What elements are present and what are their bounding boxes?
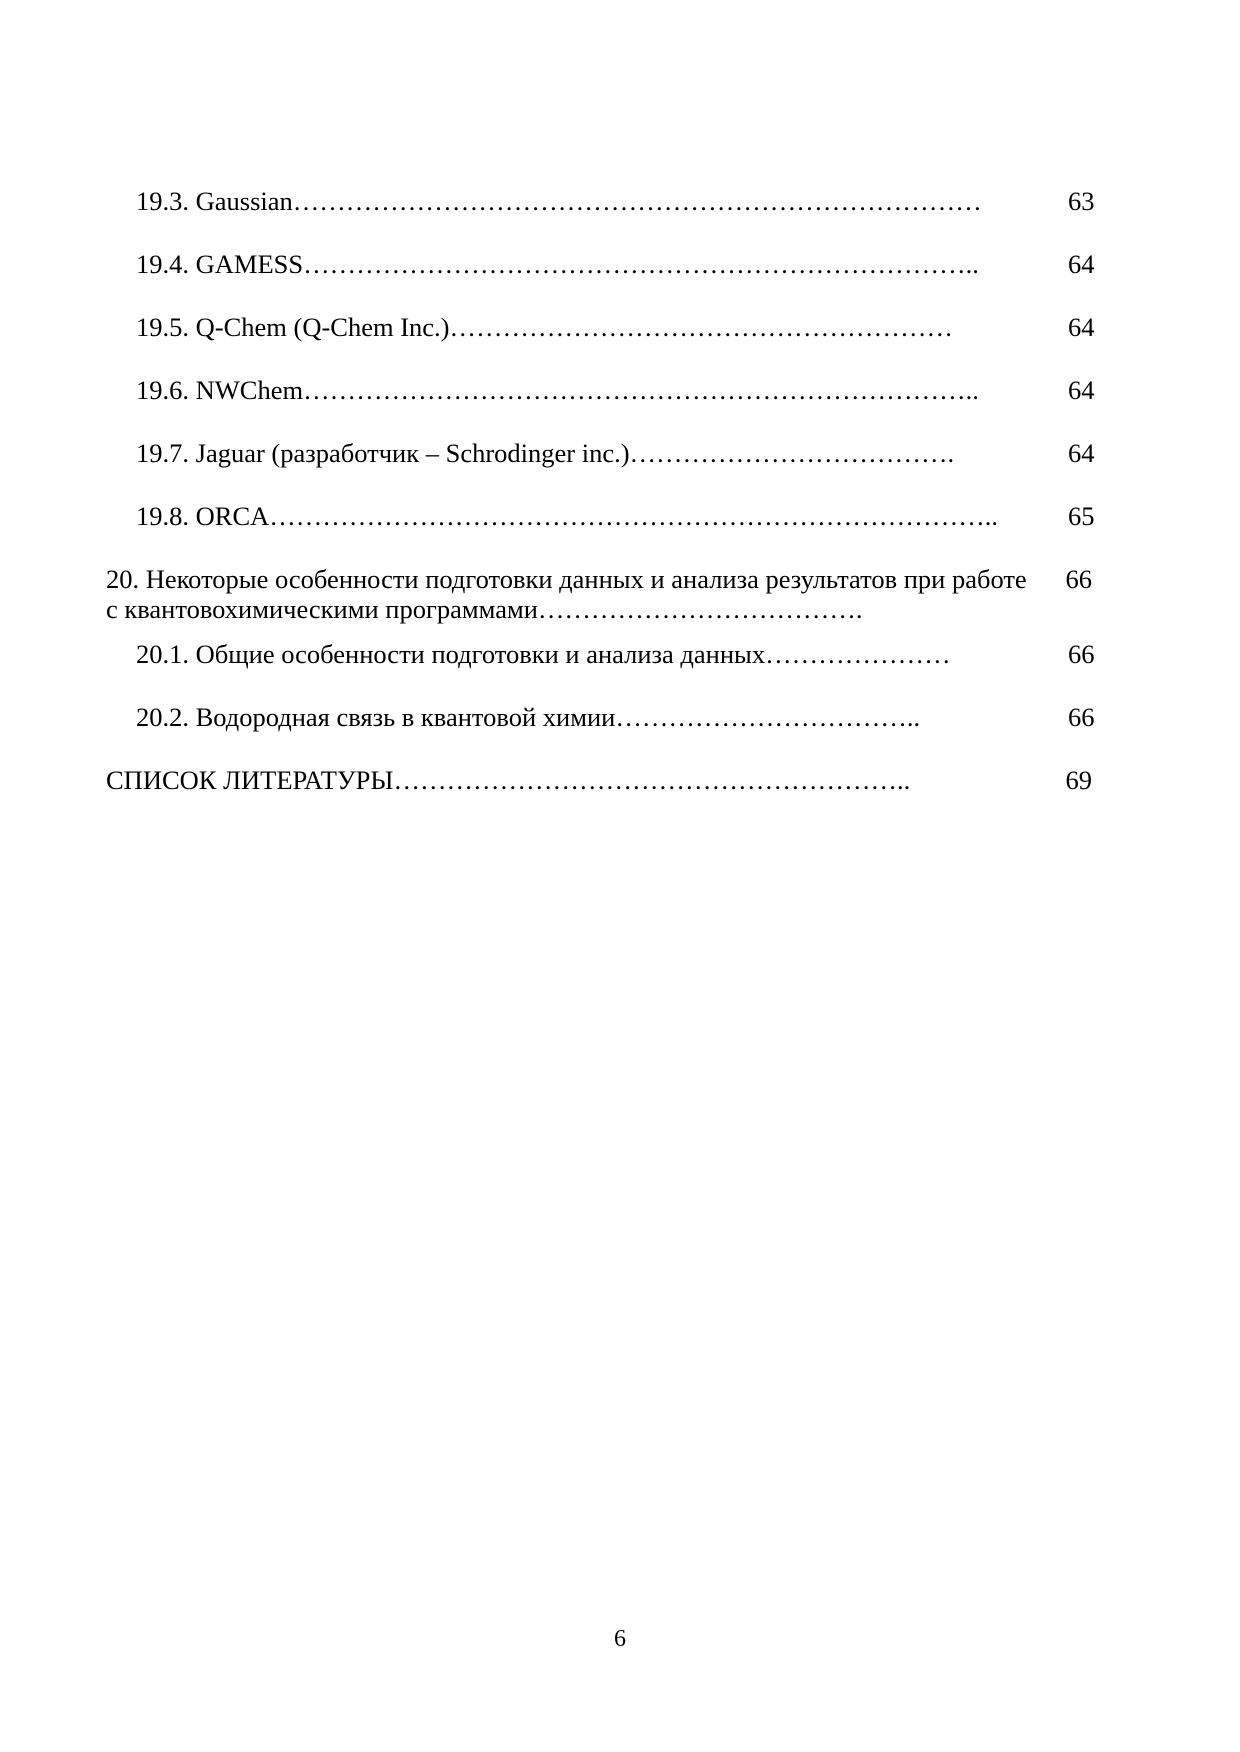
- toc-entry-page: 64: [1068, 249, 1095, 279]
- toc-entry-title: 20.1. Общие особенности подготовки и анализа данных…………………: [136, 639, 951, 669]
- toc-entry-page: 69: [1065, 765, 1092, 795]
- toc-entry-title: 19.3. Gaussian……………………………………………………………………: [136, 186, 982, 216]
- toc-entry-title: 19.7. Jaguar (разработчик – Schrodinger inc.)……………………………….: [136, 438, 955, 468]
- toc-entry-page: 64: [1068, 312, 1095, 342]
- toc-entry-19-3[interactable]: [106, 186, 1096, 216]
- toc-entry-page: 65: [1068, 501, 1095, 531]
- toc-entry-20-2[interactable]: [106, 702, 1096, 732]
- toc-entry-page: 64: [1068, 438, 1095, 468]
- toc-entry-19-7[interactable]: [106, 438, 1096, 468]
- toc-entry-20[interactable]: [106, 564, 1096, 624]
- toc-entry-title: 19.6. NWChem…………………………………………………………………..: [136, 375, 979, 405]
- table-of-contents: [106, 186, 1096, 828]
- toc-entry-19-5[interactable]: [106, 312, 1096, 342]
- toc-entry-19-4[interactable]: [106, 249, 1096, 279]
- toc-entry-19-8[interactable]: [106, 501, 1096, 531]
- toc-entry-title: 19.5. Q-Chem (Q-Chem Inc.)…………………………………………………: [136, 312, 954, 342]
- toc-entry-page: 63: [1068, 186, 1095, 216]
- toc-entry-20-1[interactable]: [106, 639, 1096, 669]
- page-number: 6: [614, 1626, 626, 1652]
- toc-entry-page: 64: [1068, 375, 1095, 405]
- toc-entry-page: 66: [1068, 639, 1095, 669]
- toc-entry-bibliography[interactable]: [106, 765, 1096, 795]
- toc-entry-page: 66: [1065, 564, 1092, 594]
- toc-entry-19-6[interactable]: [106, 375, 1096, 405]
- toc-entry-title: 20. Некоторые особенности подготовки данных и анализа результатов при работе с квантовохимическими программами……………………………….: [106, 564, 1027, 624]
- toc-entry-title: 20.2. Водородная связь в квантовой химии……………………………..: [136, 702, 921, 732]
- toc-entry-title: СПИСОК ЛИТЕРАТУРЫ…………………………………………………..: [106, 765, 911, 795]
- toc-entry-title: 19.8. ORCA………………………………………………………………………..: [136, 501, 999, 531]
- toc-entry-page: 66: [1068, 702, 1095, 732]
- toc-entry-title: 19.4. GAMESS…………………………………………………………………..: [136, 249, 979, 279]
